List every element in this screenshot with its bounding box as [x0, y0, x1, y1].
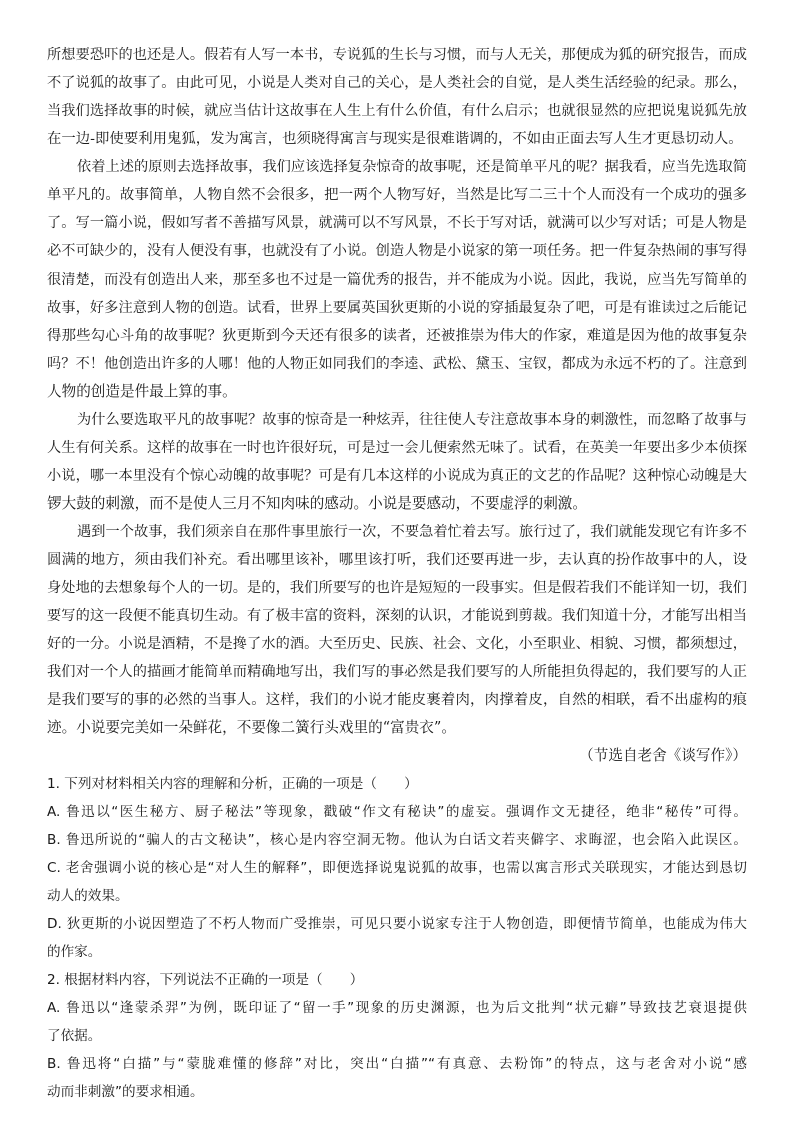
- paragraph-line: 要写的这一段便不能真切生动。有了极丰富的资料，深刻的认识，才能说到剪裁。我们知道十分，才能写出相当: [47, 608, 747, 624]
- paragraph-line: 不了说狐的故事了。由此可见，小说是人类对自己的关心，是人类社会的自觉，是人类生活经验的纪录。那么，: [47, 75, 747, 91]
- paragraph-line: 身处地的去想象每个人的一切。是的，我们所要写的也许是短短的一段事实。但是假若我们不能详知一切，我们: [47, 580, 747, 596]
- option-line: 的作家。: [47, 944, 102, 960]
- paragraph-line: 很清楚，而没有创造出人来，那至多也不过是一篇优秀的报告，并不能成为小说。因此，我说，应当先写简单的: [47, 272, 747, 288]
- paragraph-line: 故事，好多注意到人物的创造。试看，世界上要属英国狄更斯的小说的穿插最复杂了吧，可是有谁读过之后能记: [47, 300, 747, 316]
- paragraph-line: 依着上述的原则去选择故事，我们应该选择复杂惊奇的故事呢，还是简单平凡的呢？据我看，应当先选取简: [77, 159, 747, 175]
- option-line: B. 鲁迅将“白描”与“蒙胧难懂的修辞”对比，突出“白描”“有真意、去粉饰”的特点，这与老舍对小说“感: [47, 1056, 747, 1072]
- option-line: 动而非刺激”的要求相通。: [47, 1084, 204, 1100]
- option-line: B. 鲁迅所说的“骗人的古文秘诀”，核心是内容空洞无物。他认为白话文若夹僻字、求晦涩，也会陷入此误区。: [47, 832, 747, 848]
- option-line: D. 狄更斯的小说因塑造了不朽人物而广受推崇，可见只要小说家专注于人物创造，即便情节简单，也能成为伟大: [47, 916, 747, 932]
- paragraph-line: 单平凡的。故事简单，人物自然不会很多，把一两个人物写好，当然是比写二三十个人而没有一个成功的强多: [47, 187, 747, 203]
- paragraph-line: 我们对一个人的描画才能简单而精确地写出，我们写的事必然是我们要写的人所能担负得起的，我们要写的人正: [47, 664, 747, 680]
- paragraph-line: 迹。小说要完美如一朵鲜花，不要像二簧行头戏里的“富贵衣”。: [47, 719, 456, 736]
- option-line: A. 鲁迅以“逢蒙杀羿”为例，既印证了“留一手”现象的历史渊源，也为后文批判“状元癖”导致技艺衰退提供: [47, 1000, 747, 1016]
- source-citation: （节选自老舍《谈写作》）: [579, 747, 747, 764]
- option-line: A. 鲁迅以“医生秘方、厨子秘法”等现象，戳破“作文有秘诀”的虚妄。强调作文无捷径，绝非“秘传”可得。: [47, 804, 747, 820]
- paragraph-line: 所想要恐吓的也还是人。假若有人写一本书，专说狐的生长与习惯，而与人无关，那便成为狐的研究报告，而成: [47, 47, 747, 63]
- paragraph-line: 锣大鼓的刺激，而不是使人三月不知肉味的感动。小说是要感动，不要虚浮的刺激。: [47, 495, 587, 512]
- paragraph-line: 吗？不！他创造出许多的人哪！他的人物正如同我们的李逵、武松、黛玉、宝钗，都成为永远不朽的了。注意到: [47, 356, 747, 372]
- option-line: 动人的效果。: [47, 888, 129, 904]
- paragraph-line: 当我们选择故事的时候，就应当估计这故事在人生上有什么价值，有什么启示；也就很显然的应把说鬼说狐先放: [47, 103, 747, 119]
- paragraph-line: 人生有何关系。这样的故事在一时也许很好玩，可是过一会儿便索然无味了。试看，在英美一年要出多少本侦探: [47, 440, 747, 456]
- paragraph-line: 必不可缺少的，没有人便没有事，也就没有了小说。创造人物是小说家的第一项任务。把一件复杂热闹的事写得: [47, 243, 747, 259]
- paragraph-line: 遇到一个故事，我们须亲自在那件事里旅行一次，不要急着忙着去写。旅行过了，我们就能发现它有许多不: [77, 524, 747, 540]
- paragraph-line: 好的一分。小说是酒精，不是搀了水的酒。大至历史、民族、社会、文化，小至职业、相貌、习惯，都须想过，: [47, 636, 747, 652]
- paragraph-line: 了。写一篇小说，假如写者不善描写风景，就满可以不写风景，不长于写对话，就满可以少写对话；可是人物是: [47, 215, 747, 231]
- paragraph-line: 在一边-即使要利用鬼狐，发为寓言，也须晓得寓言与现实是很难谐调的，不如由正面去写人生才更恳切动人。: [47, 131, 743, 147]
- question-stem: 1. 下列对材料相关内容的理解和分析，正确的一项是（ ）: [47, 776, 418, 792]
- paragraph-line: 人物的创造是件最上算的事。: [47, 383, 237, 400]
- paragraph-line: 圆满的地方，须由我们补充。看出哪里该补，哪里该打听，我们还要再进一步，去认真的扮作故事中的人，设: [47, 552, 747, 568]
- question-stem: 2. 根据材料内容，下列说法不正确的一项是（ ）: [47, 972, 364, 988]
- paragraph-line: 得那些勾心斗角的故事呢？狄更斯到今天还有很多的读者，还被推崇为伟大的作家，难道是因为他的故事复杂: [47, 328, 747, 344]
- paragraph-line: 为什么要选取平凡的故事呢？故事的惊奇是一种炫弄，往往使人专注意故事本身的刺激性，而忽略了故事与: [77, 412, 747, 428]
- paragraph-line: 小说，哪一本里没有个惊心动魄的故事呢？可是有几本这样的小说成为真正的文艺的作品呢？这种惊心动魄是大: [47, 468, 747, 484]
- option-line: 了依据。: [47, 1028, 102, 1044]
- paragraph-line: 是我们要写的事的必然的当事人。这样，我们的小说才能皮裹着肉，肉撑着皮，自然的相联，看不出虚构的痕: [47, 692, 747, 708]
- option-line: C. 老舍强调小说的核心是“对人生的解释”，即便选择说鬼说狐的故事，也需以寓言形式关联现实，才能达到恳切: [47, 860, 747, 876]
